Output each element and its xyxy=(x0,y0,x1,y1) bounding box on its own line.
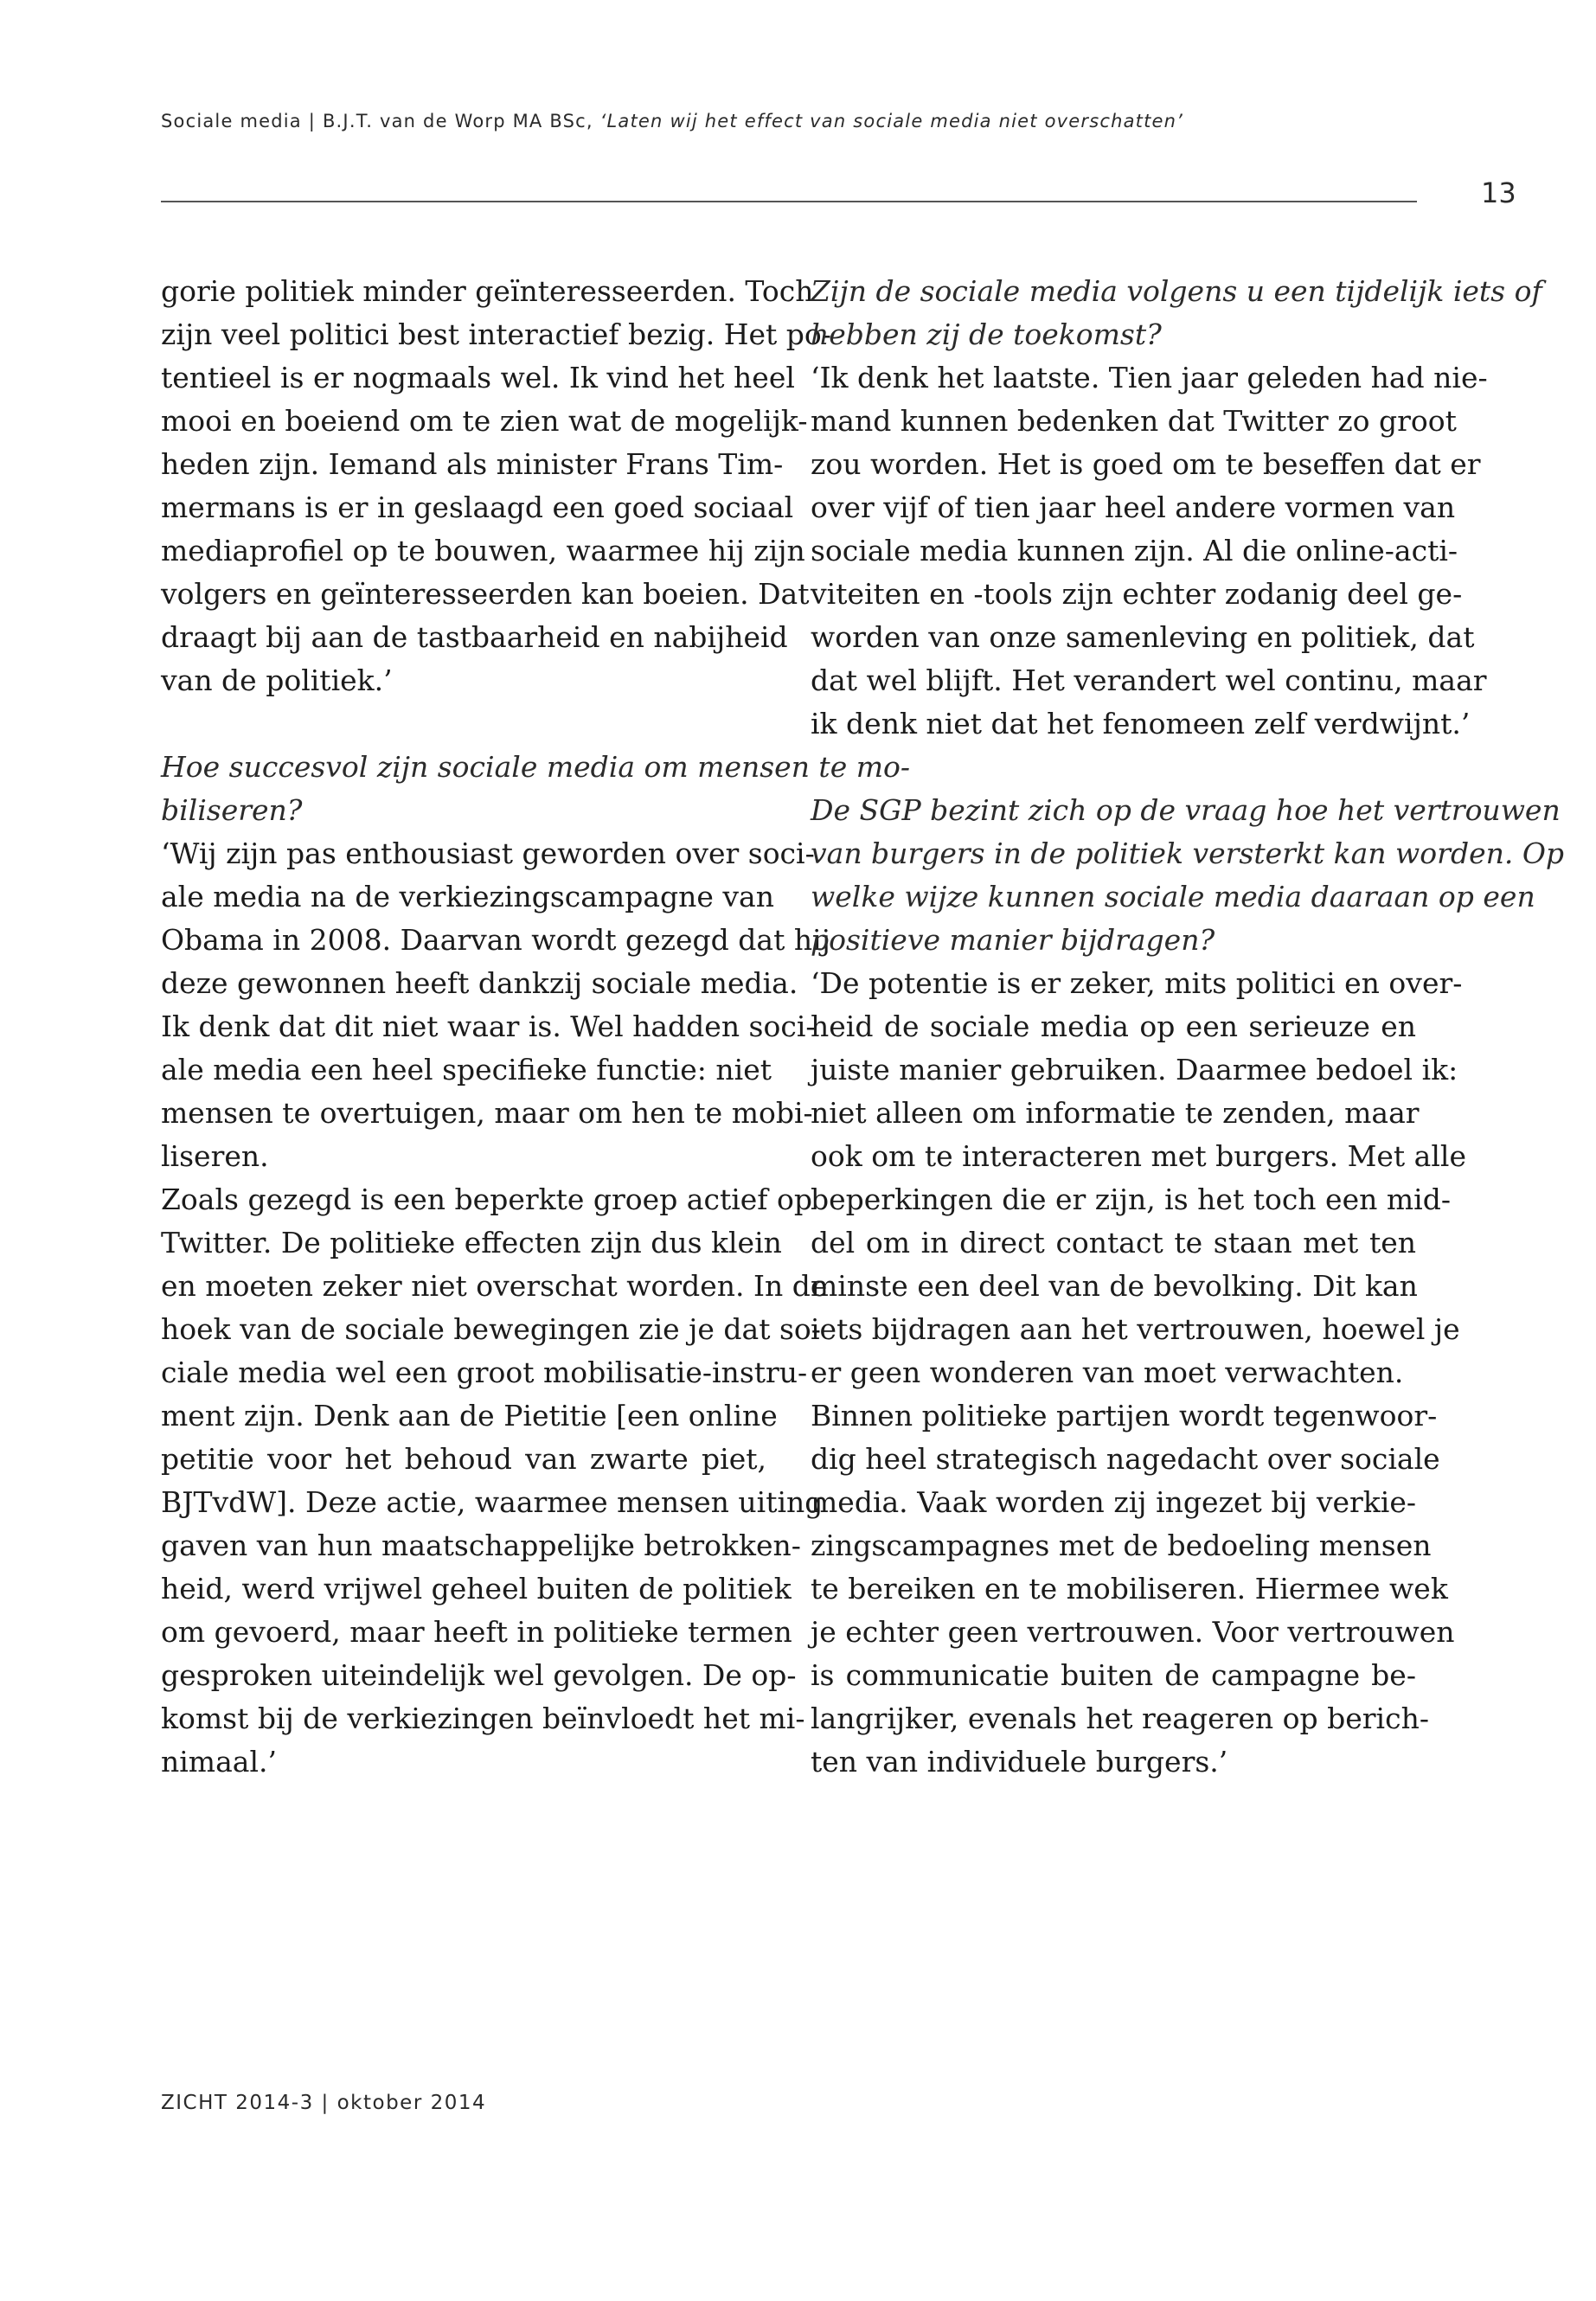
text-line: media. Vaak worden zij ingezet bij verkie- xyxy=(811,1485,1416,1519)
question-line: Zijn de sociale media volgens u een tijdelijk iets of xyxy=(811,274,1542,308)
text-line: volgers en geïnteresseerden kan boeien. Dat xyxy=(161,577,810,611)
text-line: Twitter. De politieke effecten zijn dus klein xyxy=(161,1226,782,1259)
text-line: er geen wonderen van moet verwachten. xyxy=(811,1356,1404,1389)
spacer xyxy=(811,746,1416,789)
header-section: Sociale media xyxy=(161,111,302,131)
text-line: en moeten zeker niet overschat worden. In de xyxy=(161,1269,828,1303)
right-column xyxy=(811,270,1565,1784)
paragraph xyxy=(811,962,1466,1394)
header-article-title: ‘Laten wij het effect van sociale media niet overschatten’ xyxy=(599,111,1184,131)
paragraph xyxy=(161,1178,828,1784)
text-line: gaven van hun maatschappelijke betrokken- xyxy=(161,1529,801,1562)
text-line: worden van onze samenleving en politiek, dat xyxy=(811,620,1475,654)
text-line: mooi en boeiend om te zien wat de mogelijk- xyxy=(161,404,808,438)
text-line: hoek van de sociale bewegingen zie je dat so- xyxy=(161,1312,821,1346)
question-line: welke wijze kunnen sociale media daaraan op een xyxy=(811,880,1535,913)
interview-question xyxy=(161,746,911,832)
header-rule xyxy=(161,201,1417,202)
question-line: De SGP bezint zich op de vraag hoe het vertrouwen xyxy=(811,793,1561,827)
interview-question xyxy=(811,270,1542,356)
text-line: komst bij de verkiezingen beïnvloedt het mi- xyxy=(161,1702,805,1735)
interview-question xyxy=(811,789,1565,962)
text-line: petitie voor het behoud van zwarte piet, xyxy=(161,1442,766,1476)
paragraph xyxy=(161,270,831,702)
paragraph xyxy=(811,1394,1455,1784)
text-line: om gevoerd, maar heeft in politieke termen xyxy=(161,1615,792,1649)
text-line: gesproken uiteindelijk wel gevolgen. De op- xyxy=(161,1658,797,1692)
text-line: nimaal.’ xyxy=(161,1745,277,1779)
text-line: zou worden. Het is goed om te beseffen dat er xyxy=(811,447,1481,481)
text-line: mand kunnen bedenken dat Twitter zo groot xyxy=(811,404,1457,438)
text-line: over vijf of tien jaar heel andere vormen van xyxy=(811,490,1456,524)
text-line: del om in direct contact te staan met ten xyxy=(811,1226,1416,1259)
text-line: ook om te interacteren met burgers. Met alle xyxy=(811,1139,1466,1173)
question-line: biliseren? xyxy=(161,793,303,827)
spacer xyxy=(161,702,766,746)
text-line: ‘De potentie is er zeker, mits politici en over- xyxy=(811,966,1463,1000)
text-line: mediaprofiel op te bouwen, waarmee hij zijn xyxy=(161,534,805,567)
text-line: ik denk niet dat het fenomeen zelf verdwijnt.’ xyxy=(811,707,1471,740)
paragraph xyxy=(161,832,830,1178)
text-line: ‘Wij zijn pas enthousiast geworden over soci- xyxy=(161,836,815,870)
text-line: ‘Ik denk het laatste. Tien jaar geleden had nie- xyxy=(811,361,1488,394)
text-line: viteiten en -tools zijn echter zodanig deel ge- xyxy=(811,577,1463,611)
text-line: liseren. xyxy=(161,1139,269,1173)
text-line: zijn veel politici best interactief bezig. Het po- xyxy=(161,317,831,351)
text-line: minste een deel van de bevolking. Dit kan xyxy=(811,1269,1418,1303)
text-line: sociale media kunnen zijn. Al die online-acti- xyxy=(811,534,1458,567)
left-column xyxy=(161,270,911,1784)
text-line: mensen te overtuigen, maar om hen te mobi- xyxy=(161,1096,813,1130)
text-line: BJTvdW]. Deze actie, waarmee mensen uiting xyxy=(161,1485,824,1519)
text-line: juiste manier gebruiken. Daarmee bedoel ik: xyxy=(811,1053,1458,1086)
text-line: ale media na de verkiezingscampagne van xyxy=(161,880,774,913)
text-line: ale media een heel specifieke functie: niet xyxy=(161,1053,772,1086)
text-line: draagt bij aan de tastbaarheid en nabijheid xyxy=(161,620,788,654)
text-line: iets bijdragen aan het vertrouwen, hoewel je xyxy=(811,1312,1460,1346)
question-line: van burgers in de politiek versterkt kan worden. Op xyxy=(811,836,1565,870)
question-line: Hoe succesvol zijn sociale media om mensen te mo- xyxy=(161,750,911,784)
header-author: B.J.T. van de Worp MA BSc, xyxy=(322,111,593,131)
header-separator: | xyxy=(308,111,317,131)
paragraph xyxy=(811,356,1488,746)
running-head xyxy=(161,111,1183,131)
text-line: Binnen politieke partijen wordt tegenwoor- xyxy=(811,1399,1438,1433)
text-line: je echter geen vertrouwen. Voor vertrouwen xyxy=(811,1615,1455,1649)
text-line: zingscampagnes met de bedoeling mensen xyxy=(811,1529,1432,1562)
text-line: ciale media wel een groot mobilisatie-instru- xyxy=(161,1356,808,1389)
text-line: ten van individuele burgers.’ xyxy=(811,1745,1228,1779)
page-number: 13 xyxy=(1481,176,1516,209)
text-line: tentieel is er nogmaals wel. Ik vind het heel xyxy=(161,361,795,394)
text-line: ment zijn. Denk aan de Pietitie [een online xyxy=(161,1399,778,1433)
text-line: Zoals gezegd is een beperkte groep actief op xyxy=(161,1183,813,1216)
text-line: dat wel blijft. Het verandert wel continu, maar xyxy=(811,663,1487,697)
text-line: deze gewonnen heeft dankzij sociale media. xyxy=(161,966,798,1000)
text-line: Ik denk dat dit niet waar is. Wel hadden soci- xyxy=(161,1009,816,1043)
question-line: hebben zij de toekomst? xyxy=(811,317,1162,351)
text-line: is communicatie buiten de campagne be- xyxy=(811,1658,1416,1692)
text-line: heden zijn. Iemand als minister Frans Tim- xyxy=(161,447,784,481)
text-line: gorie politiek minder geïnteresseerden. Toch xyxy=(161,274,814,308)
text-line: van de politiek.’ xyxy=(161,663,393,697)
page-footer: ZICHT 2014-3 | oktober 2014 xyxy=(161,2092,487,2114)
text-line: heid de sociale media op een serieuze en xyxy=(811,1009,1416,1043)
text-line: te bereiken en te mobiliseren. Hiermee wek xyxy=(811,1572,1448,1606)
text-line: langrijker, evenals het reageren op berich- xyxy=(811,1702,1429,1735)
text-line: mermans is er in geslaagd een goed sociaal xyxy=(161,490,794,524)
question-line: positieve manier bijdragen? xyxy=(811,923,1215,957)
text-line: heid, werd vrijwel geheel buiten de politiek xyxy=(161,1572,792,1606)
text-line: dig heel strategisch nagedacht over sociale xyxy=(811,1442,1440,1476)
text-line: Obama in 2008. Daarvan wordt gezegd dat hij xyxy=(161,923,830,957)
text-line: beperkingen die er zijn, is het toch een mid- xyxy=(811,1183,1451,1216)
text-line: niet alleen om informatie te zenden, maar xyxy=(811,1096,1420,1130)
